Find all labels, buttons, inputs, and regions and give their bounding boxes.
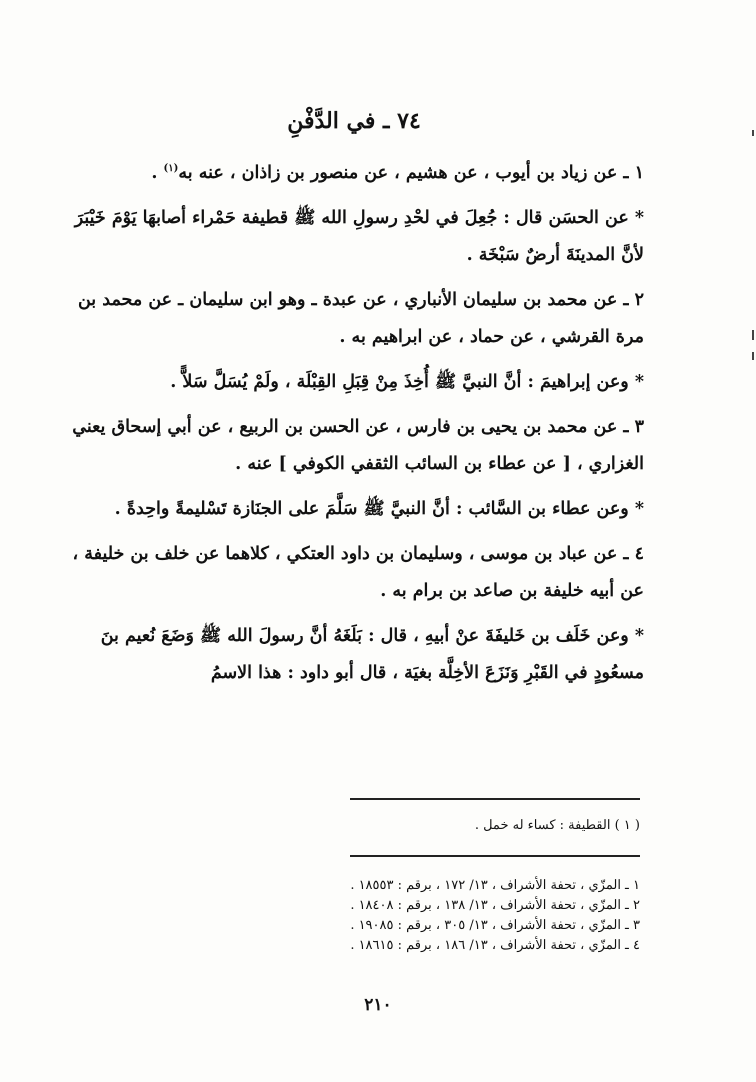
paragraph-7: ٤ ـ عن عباد بن موسى ، وسليمان بن داود العتكي ، كلاهما عن خلف بن خليفة ، عن أبيه خليفة بن صاعد بن برام به . (72, 543, 644, 601)
page-body (64, 100, 644, 700)
paragraph-6: * وعن عطاء بن السَّائب : أنَّ النبيَّ ﷺ سَلَّمَ على الجنَازة تَسْليمةً واحِدةً . (114, 498, 644, 519)
scan-edge-mark (752, 352, 754, 360)
paragraph-1-text: ١ ـ عن زياد بن أيوب ، عن هشيم ، عن منصور بن زاذان ، عنه به (178, 162, 644, 183)
reference-2: ٢ ـ المزّي ، تحفة الأشراف ، ١٣/ ١٣٨ ، برقم : ١٨٤٠٨ . (350, 898, 640, 913)
paragraph-1: ١ ـ عن زياد بن أيوب ، عن هشيم ، عن منصور بن زاذان ، عنه به$^{(١)}$ . (151, 162, 644, 183)
page-number: ٢١٠ (364, 995, 392, 1015)
references-list (250, 876, 640, 956)
reference-3: ٣ ـ المزّي ، تحفة الأشراف ، ١٣/ ٣٠٥ ، برقم : ١٩٠٨٥ . (350, 918, 640, 933)
scan-edge-mark (752, 130, 754, 136)
footnote-ref-1: (١) (163, 163, 179, 174)
paragraph-8: * وعن خَلَف بن خَليفَةَ عنْ أبيهِ ، قال : بَلَغَهُ أنَّ رسولَ الله ﷺ وَضَعَ نُعيم بنَ مسعُودٍ في القَبْرِ وَنَزَعَ الأخِلَّة بغيَة ، قال أبو داود : هذا الاسمُ (100, 625, 644, 683)
paragraph-4: * وعن إبراهيمَ : أنَّ النبيَّ ﷺ أُخِذَ مِنْ قِبَلِ القِبْلَة ، ولَمْ يُسَلَّ سَلاًّ . (170, 371, 644, 392)
scan-edge-mark (752, 330, 754, 340)
chapter-title: ٧٤ ـ في الدَّفْنِ (287, 108, 421, 134)
paragraph-5: ٣ ـ عن محمد بن يحيى بن فارس ، عن الحسن بن الربيع ، عن أبي إسحاق يعني الغزاري ، [ عن عطاء بن السائب الثقفي الكوفي ] عنه . (72, 416, 644, 474)
paragraph-3: ٢ ـ عن محمد بن سليمان الأنباري ، عن عبدة ـ وهو ابن سليمان ـ عن محمد بن مرة القرشي ، عن حماد ، عن ابراهيم به . (77, 289, 644, 347)
footnote: ( ١ ) القطيفة : كساء له خمل . (474, 818, 640, 833)
references-divider (350, 855, 640, 857)
footnote-divider (350, 798, 640, 800)
reference-1: ١ ـ المزّي ، تحفة الأشراف ، ١٣/ ١٧٢ ، برقم : ١٨٥٥٣ . (350, 878, 640, 893)
reference-4: ٤ ـ المزّي ، تحفة الأشراف ، ١٣/ ١٨٦ ، برقم : ١٨٦١٥ . (350, 938, 640, 953)
paragraph-2: * عن الحسَن قال : جُعِلَ في لحْدِ رسولِ الله ﷺ قطيفة حَمْراء أصابهَا يَوْمَ خَيْبَرَ لأنَّ المدينَةَ أرضٌ سَبْخَة . (74, 207, 644, 265)
